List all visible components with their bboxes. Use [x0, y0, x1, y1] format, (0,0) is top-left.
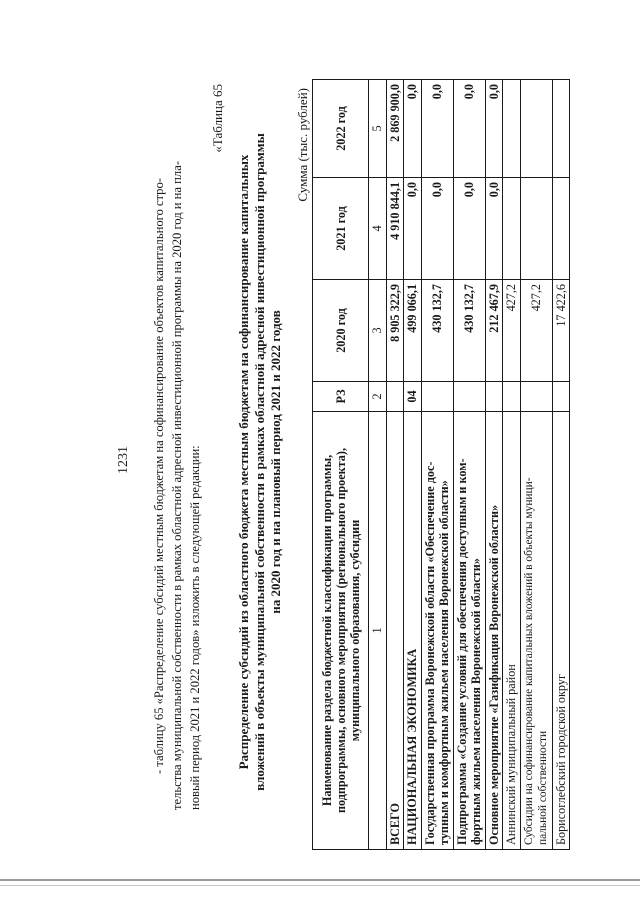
unit-label: Сумма (тыс. рублей) — [295, 88, 310, 202]
rotated-page-content — [80, 40, 625, 880]
row-2021: 0,0 — [453, 178, 485, 280]
row-2020: 499 066,1 — [404, 280, 422, 382]
table-header-row — [313, 80, 369, 850]
row-2021 — [520, 178, 552, 280]
row-2022: 0,0 — [485, 80, 503, 178]
table-row — [404, 80, 422, 850]
table-row — [552, 80, 570, 850]
scan-edge-line-secondary — [0, 885, 640, 886]
row-2022 — [520, 80, 552, 178]
row-2022 — [552, 80, 570, 178]
header-2021: 2021 год — [313, 178, 369, 280]
row-name: Субсидии на софинансирование капитальных вложений в объекты муници- пальной собственности — [520, 412, 552, 850]
table-row — [520, 80, 552, 850]
row-rz — [520, 382, 552, 412]
index-cell: 5 — [369, 80, 387, 178]
row-2021: 0,0 — [404, 178, 422, 280]
index-cell: 4 — [369, 178, 387, 280]
table-index-row — [369, 80, 387, 850]
row-2022: 0,0 — [453, 80, 485, 178]
intro-line-3: новый период 2021 и 2022 годов» изложить в следующей редакции: — [188, 445, 202, 810]
row-2020: 17 422,6 — [552, 280, 570, 382]
table-row — [485, 80, 503, 850]
table-row — [421, 80, 453, 850]
index-cell: 3 — [369, 280, 387, 382]
intro-paragraph — [150, 90, 204, 810]
row-2022: 2 869 900,0 — [386, 80, 404, 178]
row-2021 — [503, 178, 521, 280]
table-row — [503, 80, 521, 850]
row-2022: 0,0 — [404, 80, 422, 178]
row-2020: 8 905 322,9 — [386, 280, 404, 382]
table-row — [453, 80, 485, 850]
row-2021: 0,0 — [421, 178, 453, 280]
row-rz — [386, 382, 404, 412]
row-name: Подпрограмма «Создание условий для обеспечения доступным и ком- фортным жильем населения Воронежской области» — [453, 412, 485, 850]
row-2020: 427,2 — [503, 280, 521, 382]
table-reference: «Таблица 65 — [210, 84, 225, 153]
row-name: Аннинский муниципальный район — [503, 412, 521, 850]
row-2021: 4 910 844,1 — [386, 178, 404, 280]
header-2020: 2020 год — [313, 280, 369, 382]
row-2020: 430 132,7 — [421, 280, 453, 382]
subsidy-table — [312, 79, 570, 850]
row-2021 — [552, 178, 570, 280]
table-row — [386, 80, 404, 850]
page-number: 1231 — [116, 446, 131, 474]
intro-line-1: - таблицу 65 «Распределение субсидий местным бюджетам на софинансирование объектов капитального стро- — [152, 178, 166, 774]
row-name: ВСЕГО — [386, 412, 404, 850]
index-cell: 1 — [369, 412, 387, 850]
title-line-1: Распределение субсидий из областного бюджета местным бюджетам на софинансирование капитальных — [236, 154, 251, 770]
intro-line-2: тельства муниципальной собственности в рамках областной адресной инвестиционной программы на 2020 год и на пла- — [170, 161, 184, 810]
row-rz — [485, 382, 503, 412]
row-name: НАЦИОНАЛЬНАЯ ЭКОНОМИКА — [404, 412, 422, 850]
row-2021: 0,0 — [485, 178, 503, 280]
index-cell: 2 — [369, 382, 387, 412]
row-rz — [552, 382, 570, 412]
row-name: Государственная программа Воронежской области «Обеспечение дос- тупным и комфортным жильем населения Воронежской области» — [421, 412, 453, 850]
row-2022 — [503, 80, 521, 178]
row-rz — [503, 382, 521, 412]
row-rz — [421, 382, 453, 412]
row-name: Основное мероприятие «Газификация Воронежской области» — [485, 412, 503, 850]
row-rz — [453, 382, 485, 412]
header-rz: РЗ — [313, 382, 369, 412]
row-rz: 04 — [404, 382, 422, 412]
table-title — [236, 106, 284, 818]
row-2022: 0,0 — [421, 80, 453, 178]
row-2020: 430 132,7 — [453, 280, 485, 382]
header-2022: 2022 год — [313, 80, 369, 178]
header-name: Наименование раздела бюджетной классификации программы, подпрограммы, основного мероприятия (регионального проекта), муниципального образования, субсидии — [313, 412, 369, 850]
row-2020: 427,2 — [520, 280, 552, 382]
row-2020: 212 467,9 — [485, 280, 503, 382]
title-line-2: вложений в объекты муниципальной собственности в рамках областной адресной инвестиционной программы — [252, 133, 267, 791]
title-line-3: на 2020 год и на плановый период 2021 и 2022 годов — [268, 310, 283, 614]
row-name: Борисоглебский городской округ — [552, 412, 570, 850]
